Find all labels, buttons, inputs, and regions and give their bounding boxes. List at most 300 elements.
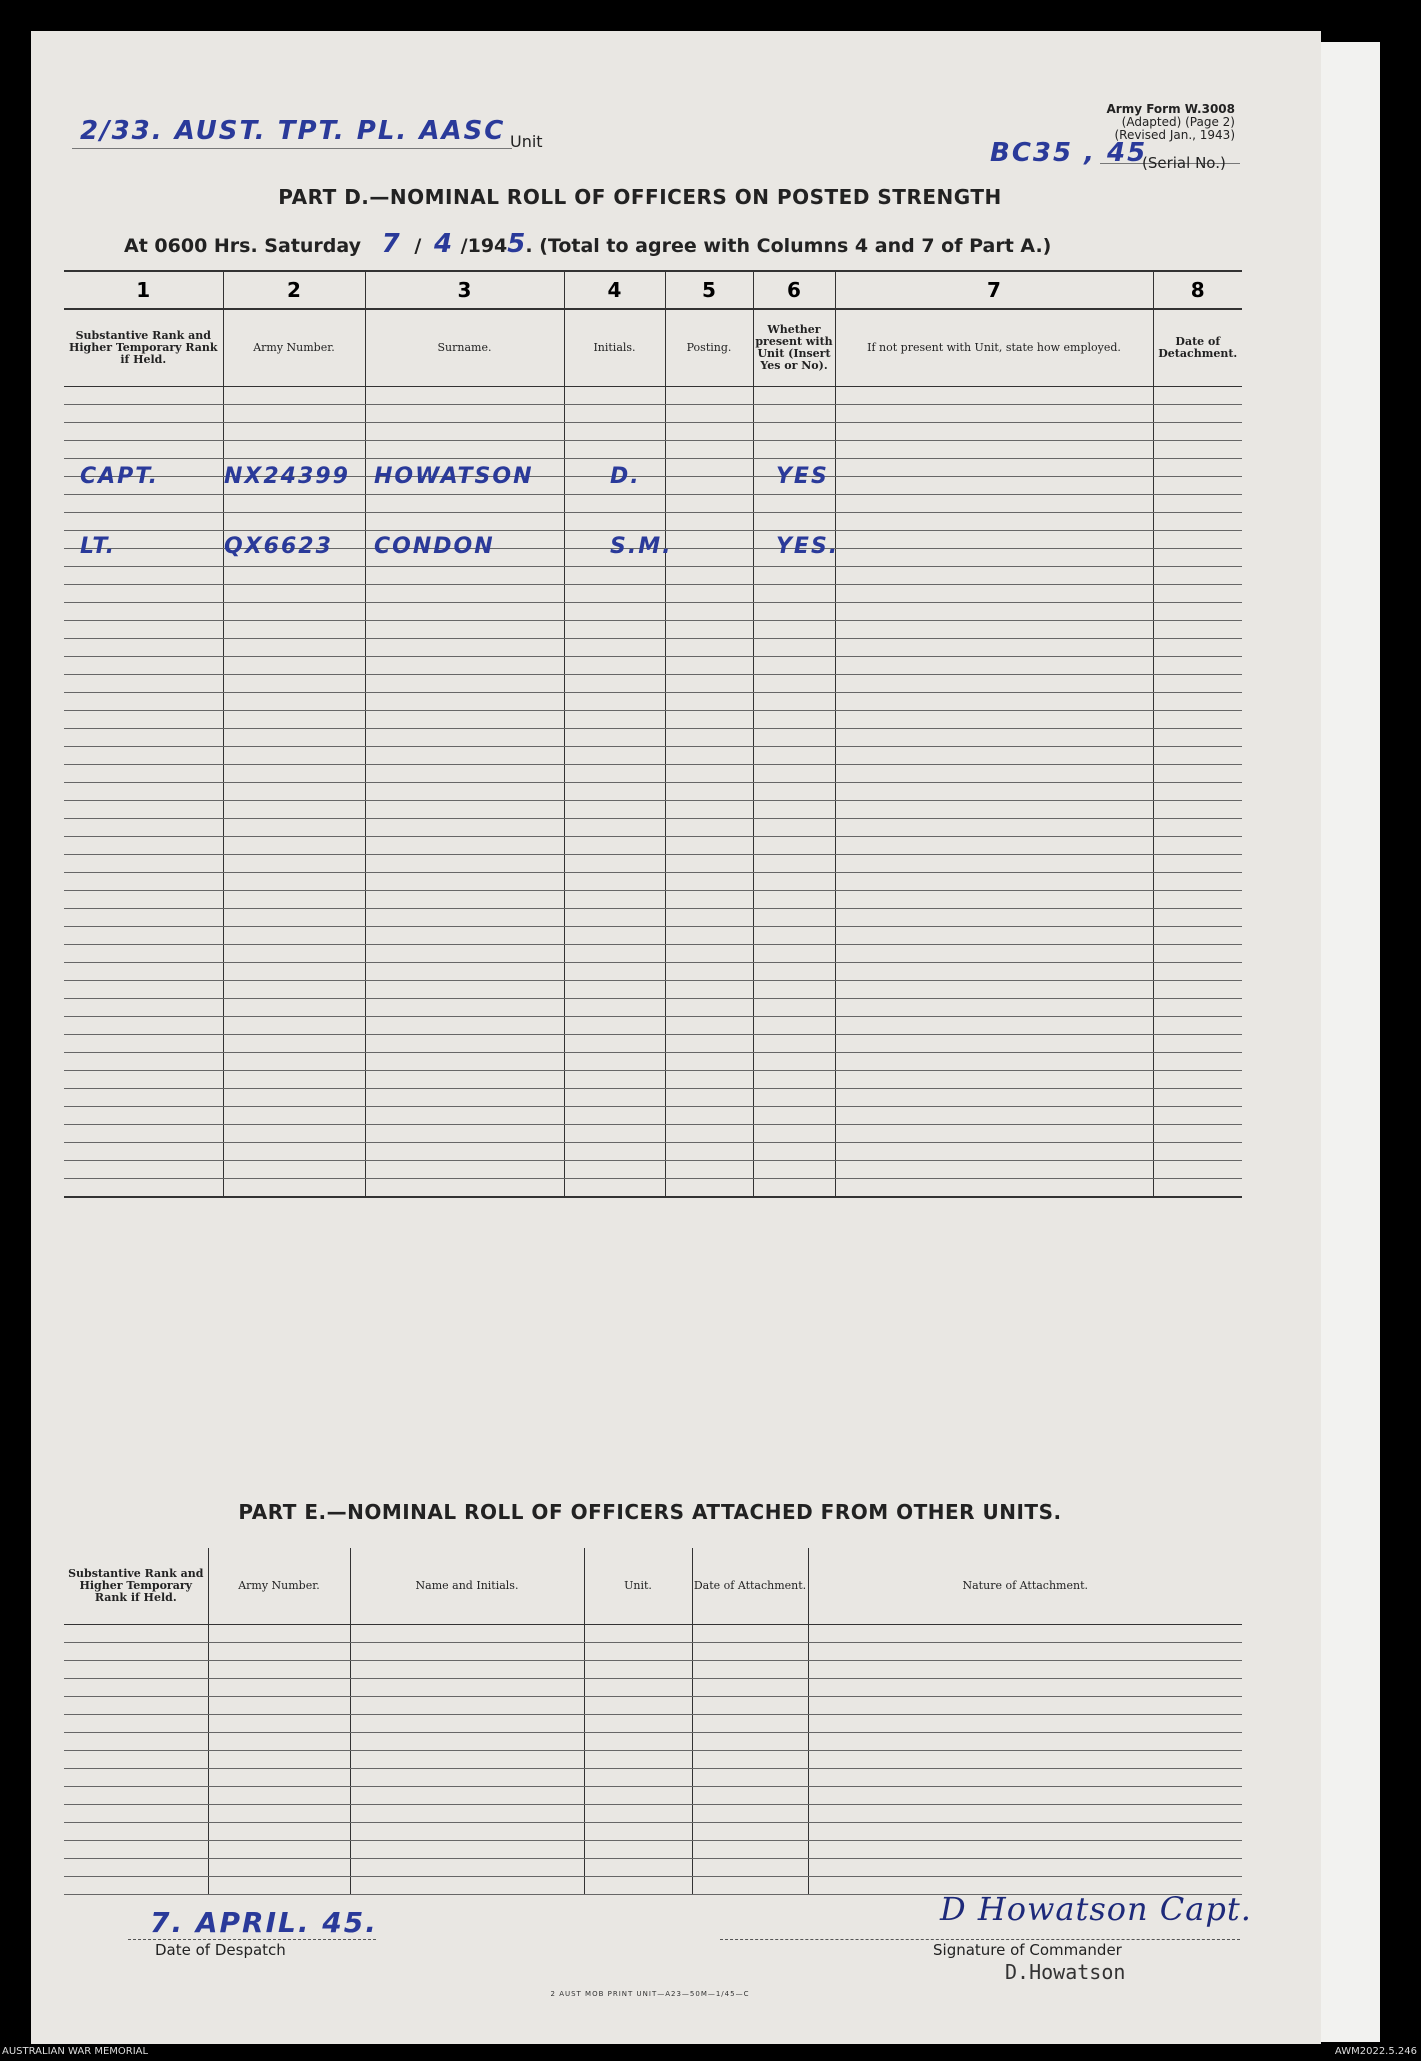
part-d-cell[interactable]	[564, 1071, 665, 1089]
part-d-cell[interactable]	[64, 603, 223, 621]
part-d-cell[interactable]	[665, 585, 753, 603]
part-e-cell[interactable]	[584, 1679, 692, 1697]
part-d-cell[interactable]	[835, 909, 1153, 927]
part-d-cell[interactable]	[665, 603, 753, 621]
part-d-cell[interactable]	[365, 711, 564, 729]
part-e-cell[interactable]	[584, 1859, 692, 1877]
part-d-cell[interactable]	[365, 639, 564, 657]
part-e-cell[interactable]	[584, 1661, 692, 1679]
part-d-cell[interactable]	[223, 675, 365, 693]
part-d-cell[interactable]	[665, 729, 753, 747]
part-d-cell[interactable]	[1153, 891, 1242, 909]
part-d-cell[interactable]	[1153, 765, 1242, 783]
part-d-cell[interactable]	[223, 657, 365, 675]
part-d-cell[interactable]	[365, 693, 564, 711]
part-d-cell[interactable]	[665, 837, 753, 855]
part-d-cell[interactable]	[223, 1017, 365, 1035]
part-d-cell[interactable]	[1153, 1035, 1242, 1053]
part-d-cell[interactable]	[665, 459, 753, 477]
part-d-cell[interactable]	[835, 837, 1153, 855]
part-d-cell[interactable]	[665, 873, 753, 891]
part-d-cell[interactable]	[564, 819, 665, 837]
part-d-cell[interactable]	[223, 567, 365, 585]
part-d-cell[interactable]	[564, 945, 665, 963]
part-d-cell[interactable]	[835, 1071, 1153, 1089]
part-d-cell[interactable]	[64, 729, 223, 747]
part-e-cell[interactable]	[350, 1877, 584, 1895]
part-e-cell[interactable]	[808, 1805, 1242, 1823]
part-e-cell[interactable]	[584, 1715, 692, 1733]
part-e-cell[interactable]	[208, 1769, 350, 1787]
part-e-cell[interactable]	[64, 1805, 208, 1823]
part-d-cell[interactable]	[365, 1125, 564, 1143]
part-d-cell[interactable]	[564, 1107, 665, 1125]
part-d-entry-initials[interactable]: D.	[610, 464, 641, 489]
part-d-cell[interactable]	[223, 999, 365, 1017]
part-d-cell[interactable]	[223, 711, 365, 729]
part-d-cell[interactable]	[665, 477, 753, 495]
part-d-cell[interactable]	[64, 837, 223, 855]
part-d-cell[interactable]	[64, 1053, 223, 1071]
date-month[interactable]: 4	[433, 229, 455, 259]
part-d-cell[interactable]	[1153, 693, 1242, 711]
part-d-cell[interactable]	[365, 855, 564, 873]
part-d-cell[interactable]	[1153, 1161, 1242, 1179]
part-d-cell[interactable]	[564, 675, 665, 693]
part-d-cell[interactable]	[1153, 531, 1242, 549]
part-d-cell[interactable]	[223, 963, 365, 981]
part-d-cell[interactable]	[835, 657, 1153, 675]
part-d-cell[interactable]	[835, 387, 1153, 405]
part-d-cell[interactable]	[835, 1053, 1153, 1071]
part-e-cell[interactable]	[692, 1751, 808, 1769]
part-d-cell[interactable]	[1153, 423, 1242, 441]
part-d-cell[interactable]	[1153, 567, 1242, 585]
part-d-cell[interactable]	[564, 639, 665, 657]
part-d-cell[interactable]	[365, 927, 564, 945]
part-e-cell[interactable]	[584, 1733, 692, 1751]
part-d-cell[interactable]	[1153, 495, 1242, 513]
part-d-cell[interactable]	[64, 1143, 223, 1161]
part-e-cell[interactable]	[208, 1805, 350, 1823]
part-d-cell[interactable]	[753, 675, 835, 693]
part-e-cell[interactable]	[64, 1877, 208, 1895]
part-d-cell[interactable]	[1153, 1107, 1242, 1125]
part-d-cell[interactable]	[835, 675, 1153, 693]
part-e-cell[interactable]	[64, 1661, 208, 1679]
part-e-cell[interactable]	[350, 1769, 584, 1787]
part-d-cell[interactable]	[753, 765, 835, 783]
unit-value[interactable]: 2/33. AUST. TPT. PL. AASC	[80, 116, 506, 146]
part-d-cell[interactable]	[64, 855, 223, 873]
part-e-cell[interactable]	[584, 1805, 692, 1823]
part-d-cell[interactable]	[365, 783, 564, 801]
part-d-cell[interactable]	[1153, 1071, 1242, 1089]
part-e-cell[interactable]	[64, 1841, 208, 1859]
part-d-cell[interactable]	[665, 999, 753, 1017]
part-d-cell[interactable]	[753, 585, 835, 603]
part-d-cell[interactable]	[1153, 549, 1242, 567]
part-d-cell[interactable]	[1153, 639, 1242, 657]
part-e-cell[interactable]	[808, 1661, 1242, 1679]
part-d-cell[interactable]	[835, 891, 1153, 909]
part-e-cell[interactable]	[808, 1751, 1242, 1769]
part-e-cell[interactable]	[208, 1661, 350, 1679]
part-d-cell[interactable]	[835, 999, 1153, 1017]
part-e-cell[interactable]	[584, 1643, 692, 1661]
part-d-cell[interactable]	[223, 585, 365, 603]
part-d-cell[interactable]	[564, 711, 665, 729]
part-d-cell[interactable]	[223, 837, 365, 855]
part-d-cell[interactable]	[365, 1017, 564, 1035]
part-d-cell[interactable]	[835, 639, 1153, 657]
part-d-cell[interactable]	[753, 567, 835, 585]
part-d-entry-initials[interactable]: S.M.	[610, 534, 673, 559]
part-d-cell[interactable]	[665, 513, 753, 531]
part-d-cell[interactable]	[223, 1125, 365, 1143]
part-d-cell[interactable]	[1153, 675, 1242, 693]
part-d-cell[interactable]	[753, 819, 835, 837]
part-d-cell[interactable]	[753, 945, 835, 963]
part-d-cell[interactable]	[564, 585, 665, 603]
part-e-cell[interactable]	[64, 1823, 208, 1841]
part-d-cell[interactable]	[365, 387, 564, 405]
part-e-cell[interactable]	[692, 1733, 808, 1751]
part-d-cell[interactable]	[365, 441, 564, 459]
part-e-cell[interactable]	[692, 1859, 808, 1877]
part-d-cell[interactable]	[64, 909, 223, 927]
part-d-cell[interactable]	[665, 927, 753, 945]
part-d-cell[interactable]	[64, 1107, 223, 1125]
signature[interactable]: D Howatson Capt.	[940, 1890, 1252, 1928]
part-d-cell[interactable]	[223, 1053, 365, 1071]
part-d-cell[interactable]	[365, 1161, 564, 1179]
part-e-cell[interactable]	[808, 1859, 1242, 1877]
part-d-cell[interactable]	[835, 693, 1153, 711]
part-d-cell[interactable]	[835, 729, 1153, 747]
part-d-cell[interactable]	[753, 837, 835, 855]
part-d-cell[interactable]	[1153, 657, 1242, 675]
part-d-cell[interactable]	[223, 1089, 365, 1107]
part-d-cell[interactable]	[665, 909, 753, 927]
part-d-cell[interactable]	[64, 423, 223, 441]
part-d-cell[interactable]	[564, 693, 665, 711]
part-d-cell[interactable]	[753, 999, 835, 1017]
part-d-cell[interactable]	[665, 531, 753, 549]
part-d-cell[interactable]	[753, 1053, 835, 1071]
part-d-cell[interactable]	[365, 747, 564, 765]
part-d-cell[interactable]	[835, 783, 1153, 801]
part-d-cell[interactable]	[835, 441, 1153, 459]
part-d-cell[interactable]	[665, 441, 753, 459]
part-d-cell[interactable]	[64, 1179, 223, 1198]
part-d-cell[interactable]	[64, 513, 223, 531]
part-d-cell[interactable]	[665, 819, 753, 837]
part-e-cell[interactable]	[692, 1643, 808, 1661]
part-d-cell[interactable]	[1153, 1143, 1242, 1161]
part-d-cell[interactable]	[835, 1017, 1153, 1035]
part-d-cell[interactable]	[64, 621, 223, 639]
part-d-cell[interactable]	[365, 405, 564, 423]
part-e-cell[interactable]	[584, 1769, 692, 1787]
part-d-cell[interactable]	[665, 639, 753, 657]
part-d-cell[interactable]	[753, 855, 835, 873]
part-e-cell[interactable]	[692, 1661, 808, 1679]
part-d-cell[interactable]	[753, 891, 835, 909]
part-d-cell[interactable]	[665, 1125, 753, 1143]
part-d-cell[interactable]	[753, 495, 835, 513]
part-d-cell[interactable]	[753, 693, 835, 711]
part-e-cell[interactable]	[808, 1625, 1242, 1643]
part-d-cell[interactable]	[835, 585, 1153, 603]
part-d-cell[interactable]	[1153, 711, 1242, 729]
part-e-cell[interactable]	[584, 1841, 692, 1859]
part-d-cell[interactable]	[665, 945, 753, 963]
part-d-cell[interactable]	[1153, 963, 1242, 981]
part-e-cell[interactable]	[208, 1715, 350, 1733]
part-d-cell[interactable]	[753, 621, 835, 639]
part-e-cell[interactable]	[350, 1715, 584, 1733]
part-d-cell[interactable]	[564, 1089, 665, 1107]
part-d-cell[interactable]	[564, 909, 665, 927]
part-e-cell[interactable]	[350, 1697, 584, 1715]
part-e-cell[interactable]	[808, 1769, 1242, 1787]
part-d-cell[interactable]	[753, 1035, 835, 1053]
part-d-cell[interactable]	[564, 1035, 665, 1053]
part-d-cell[interactable]	[223, 765, 365, 783]
part-d-cell[interactable]	[223, 1071, 365, 1089]
part-d-cell[interactable]	[223, 387, 365, 405]
part-d-cell[interactable]	[1153, 927, 1242, 945]
part-e-cell[interactable]	[64, 1715, 208, 1733]
part-d-cell[interactable]	[753, 405, 835, 423]
part-d-cell[interactable]	[835, 927, 1153, 945]
part-d-cell[interactable]	[365, 603, 564, 621]
part-d-cell[interactable]	[223, 927, 365, 945]
part-d-cell[interactable]	[753, 711, 835, 729]
part-d-cell[interactable]	[564, 981, 665, 999]
part-d-cell[interactable]	[753, 441, 835, 459]
part-e-cell[interactable]	[208, 1751, 350, 1769]
part-d-cell[interactable]	[223, 1143, 365, 1161]
part-d-cell[interactable]	[1153, 387, 1242, 405]
part-d-cell[interactable]	[64, 981, 223, 999]
part-d-cell[interactable]	[564, 513, 665, 531]
part-d-cell[interactable]	[223, 1107, 365, 1125]
part-d-cell[interactable]	[753, 1125, 835, 1143]
part-d-cell[interactable]	[223, 945, 365, 963]
part-d-cell[interactable]	[64, 801, 223, 819]
part-d-cell[interactable]	[835, 621, 1153, 639]
part-d-cell[interactable]	[365, 873, 564, 891]
part-d-cell[interactable]	[64, 711, 223, 729]
part-d-cell[interactable]	[564, 801, 665, 819]
part-d-cell[interactable]	[64, 657, 223, 675]
part-d-cell[interactable]	[365, 1053, 564, 1071]
part-d-cell[interactable]	[64, 999, 223, 1017]
part-d-cell[interactable]	[753, 1107, 835, 1125]
part-d-cell[interactable]	[365, 801, 564, 819]
part-e-cell[interactable]	[584, 1787, 692, 1805]
part-d-cell[interactable]	[1153, 909, 1242, 927]
part-d-cell[interactable]	[365, 1035, 564, 1053]
part-d-cell[interactable]	[365, 963, 564, 981]
part-e-cell[interactable]	[208, 1697, 350, 1715]
part-d-cell[interactable]	[753, 603, 835, 621]
part-d-cell[interactable]	[753, 963, 835, 981]
part-e-cell[interactable]	[64, 1679, 208, 1697]
part-d-cell[interactable]	[665, 891, 753, 909]
part-d-cell[interactable]	[1153, 801, 1242, 819]
part-d-cell[interactable]	[564, 621, 665, 639]
part-d-cell[interactable]	[665, 765, 753, 783]
part-d-cell[interactable]	[835, 405, 1153, 423]
part-e-cell[interactable]	[208, 1733, 350, 1751]
part-d-cell[interactable]	[1153, 513, 1242, 531]
part-d-entry-surname[interactable]: CONDON	[374, 534, 495, 559]
part-e-cell[interactable]	[584, 1625, 692, 1643]
part-d-cell[interactable]	[835, 423, 1153, 441]
part-d-cell[interactable]	[365, 1179, 564, 1198]
part-e-cell[interactable]	[808, 1733, 1242, 1751]
part-d-cell[interactable]	[1153, 981, 1242, 999]
part-e-cell[interactable]	[208, 1643, 350, 1661]
part-d-cell[interactable]	[365, 837, 564, 855]
part-d-cell[interactable]	[223, 783, 365, 801]
part-e-cell[interactable]	[692, 1877, 808, 1895]
part-d-cell[interactable]	[1153, 459, 1242, 477]
part-d-cell[interactable]	[564, 1161, 665, 1179]
part-d-entry-surname[interactable]: HOWATSON	[374, 464, 534, 489]
part-d-cell[interactable]	[835, 981, 1153, 999]
part-d-cell[interactable]	[835, 711, 1153, 729]
part-d-cell[interactable]	[665, 1107, 753, 1125]
part-d-cell[interactable]	[64, 927, 223, 945]
part-e-cell[interactable]	[584, 1751, 692, 1769]
part-d-cell[interactable]	[1153, 405, 1242, 423]
part-d-cell[interactable]	[64, 1125, 223, 1143]
part-d-cell[interactable]	[223, 693, 365, 711]
part-d-cell[interactable]	[753, 909, 835, 927]
part-e-cell[interactable]	[64, 1769, 208, 1787]
part-e-cell[interactable]	[350, 1643, 584, 1661]
part-d-cell[interactable]	[753, 1161, 835, 1179]
part-d-cell[interactable]	[365, 1143, 564, 1161]
part-d-cell[interactable]	[1153, 1053, 1242, 1071]
part-d-cell[interactable]	[223, 405, 365, 423]
part-d-cell[interactable]	[835, 1179, 1153, 1198]
part-d-cell[interactable]	[665, 981, 753, 999]
part-d-cell[interactable]	[64, 1017, 223, 1035]
part-d-cell[interactable]	[665, 657, 753, 675]
part-e-cell[interactable]	[350, 1841, 584, 1859]
part-d-cell[interactable]	[753, 801, 835, 819]
part-d-cell[interactable]	[64, 441, 223, 459]
part-d-cell[interactable]	[665, 549, 753, 567]
part-d-cell[interactable]	[365, 891, 564, 909]
part-e-cell[interactable]	[692, 1697, 808, 1715]
part-d-cell[interactable]	[365, 729, 564, 747]
part-d-entry-number[interactable]: QX6623	[224, 534, 333, 559]
part-d-cell[interactable]	[835, 477, 1153, 495]
part-d-cell[interactable]	[223, 909, 365, 927]
part-d-cell[interactable]	[64, 783, 223, 801]
part-d-cell[interactable]	[665, 1017, 753, 1035]
part-e-cell[interactable]	[64, 1625, 208, 1643]
part-d-cell[interactable]	[665, 405, 753, 423]
part-d-cell[interactable]	[1153, 1089, 1242, 1107]
part-d-cell[interactable]	[665, 1143, 753, 1161]
part-e-cell[interactable]	[692, 1679, 808, 1697]
part-d-cell[interactable]	[64, 873, 223, 891]
part-d-cell[interactable]	[564, 1125, 665, 1143]
part-d-cell[interactable]	[835, 855, 1153, 873]
part-e-cell[interactable]	[64, 1751, 208, 1769]
part-e-cell[interactable]	[208, 1859, 350, 1877]
part-d-cell[interactable]	[365, 657, 564, 675]
part-d-cell[interactable]	[64, 585, 223, 603]
part-d-cell[interactable]	[365, 765, 564, 783]
part-d-cell[interactable]	[753, 1017, 835, 1035]
part-d-cell[interactable]	[365, 567, 564, 585]
part-e-cell[interactable]	[64, 1787, 208, 1805]
part-d-cell[interactable]	[1153, 585, 1242, 603]
part-d-cell[interactable]	[564, 1143, 665, 1161]
part-d-cell[interactable]	[365, 999, 564, 1017]
part-d-cell[interactable]	[564, 765, 665, 783]
part-d-cell[interactable]	[223, 729, 365, 747]
part-d-cell[interactable]	[835, 747, 1153, 765]
part-d-cell[interactable]	[564, 837, 665, 855]
part-d-cell[interactable]	[753, 1071, 835, 1089]
part-d-cell[interactable]	[564, 927, 665, 945]
part-e-cell[interactable]	[64, 1859, 208, 1877]
part-d-cell[interactable]	[365, 945, 564, 963]
part-e-cell[interactable]	[350, 1751, 584, 1769]
part-d-cell[interactable]	[753, 783, 835, 801]
part-d-entry-number[interactable]: NX24399	[224, 464, 350, 489]
part-d-cell[interactable]	[835, 549, 1153, 567]
part-d-cell[interactable]	[365, 423, 564, 441]
part-d-cell[interactable]	[64, 945, 223, 963]
part-d-cell[interactable]	[1153, 873, 1242, 891]
part-e-cell[interactable]	[584, 1823, 692, 1841]
part-d-cell[interactable]	[665, 1161, 753, 1179]
part-d-cell[interactable]	[564, 1017, 665, 1035]
part-e-cell[interactable]	[350, 1787, 584, 1805]
date-day[interactable]: 7	[381, 229, 402, 259]
part-d-cell[interactable]	[223, 981, 365, 999]
part-e-cell[interactable]	[808, 1787, 1242, 1805]
part-d-cell[interactable]	[365, 495, 564, 513]
part-d-cell[interactable]	[64, 405, 223, 423]
serial-value[interactable]: BC35 , 45	[990, 138, 1148, 168]
part-e-cell[interactable]	[208, 1679, 350, 1697]
part-e-cell[interactable]	[808, 1841, 1242, 1859]
part-d-cell[interactable]	[1153, 603, 1242, 621]
part-e-cell[interactable]	[64, 1643, 208, 1661]
part-d-cell[interactable]	[753, 513, 835, 531]
part-d-cell[interactable]	[665, 855, 753, 873]
part-e-cell[interactable]	[584, 1877, 692, 1895]
part-d-cell[interactable]	[223, 855, 365, 873]
part-d-cell[interactable]	[564, 1053, 665, 1071]
part-d-cell[interactable]	[64, 1035, 223, 1053]
part-d-cell[interactable]	[835, 873, 1153, 891]
part-d-cell[interactable]	[835, 513, 1153, 531]
part-d-cell[interactable]	[564, 729, 665, 747]
part-d-cell[interactable]	[665, 1179, 753, 1198]
